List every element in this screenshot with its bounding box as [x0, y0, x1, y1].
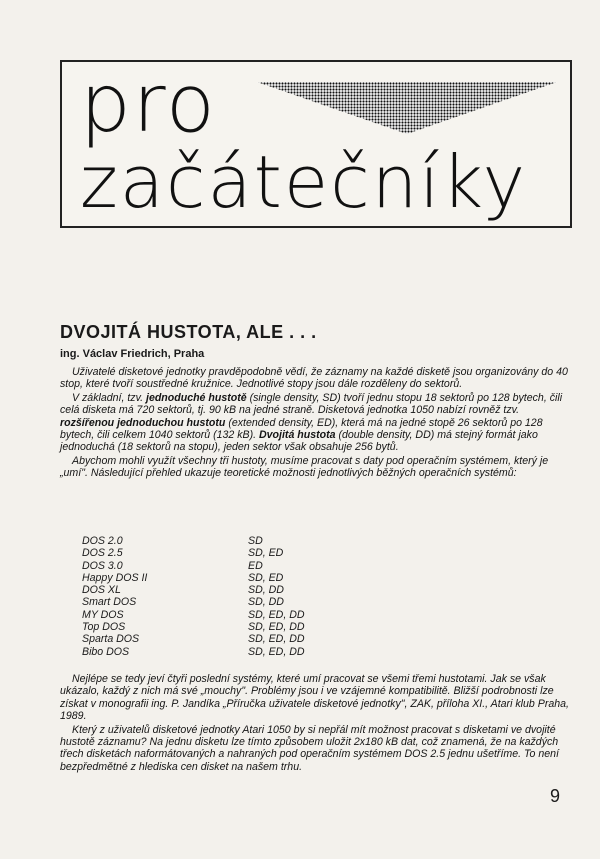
dos-density: SD, ED, DD [248, 608, 305, 621]
article-body-intro [60, 366, 570, 481]
text-run: (double density, DD) má stejný formát jako jednoduchá (18 sektorů na stopu), jeden sektor však obsahuje 256 bytů. [60, 429, 538, 454]
dos-name: DOS 2.5 [82, 547, 123, 560]
dos-density: SD, ED, DD [248, 645, 305, 658]
paragraph-4: Nejlépe se tedy jeví čtyři poslední systémy, které umí pracovat se všemi třemi hustotami. Jak se však ukázalo, každý z nich má své „mouchy". Problémy jsou i ve vzájemné kompatibilitě. Bližší podrobnosti lze získat v monografii ing. P. Jandíka „Příručka uživatele disketové jednotky", ZAK, příloha XI., Atari klub Praha, 1989. [60, 673, 569, 723]
dos-name: DOS XL [82, 584, 121, 597]
list-item [82, 547, 382, 559]
list-item [82, 560, 382, 572]
halftone-chevron-graphic [257, 82, 557, 137]
list-item [82, 535, 382, 547]
dos-name: Smart DOS [82, 596, 137, 609]
term-double-density: Dvojitá hustota [259, 429, 336, 442]
text-run: V základní, tzv. [72, 391, 146, 404]
dos-density: SD, DD [248, 596, 284, 609]
term-single-density: jednoduché hustotě [146, 391, 247, 404]
text-run: (extended density, ED), která má na jedné stopě 26 sektorů po 128 bytech, čili celkem 1040 sektorů (132 kB). [60, 416, 543, 442]
dos-density-list [82, 535, 382, 658]
section-title-line1: pro [80, 57, 217, 150]
dos-name: DOS 3.0 [82, 559, 123, 572]
dos-name: Top DOS [82, 621, 126, 634]
paragraph-5: Který z uživatelů disketové jednotky Atari 1050 by si nepřál mít možnost pracovat s disketami ve dvojité hustotě záznamu? Na jednu disketu lze tímto způsobem uložit 2x180 kB dat, což znamená, že na každých třech disketách naformátovaných a nahraných pod operačním systémem DOS 2.5 jednu ušetříme. To není bezpředmětné z hlediska cen disket na našem trhu. [60, 723, 559, 773]
paragraph-2 [60, 392, 570, 454]
section-title-line2: začátečníky [80, 140, 528, 224]
dos-density: SD, ED [248, 571, 284, 584]
dos-name: MY DOS [82, 608, 124, 621]
dos-name: Bibo DOS [82, 645, 130, 658]
section-header-box [60, 57, 572, 228]
article-body-conclusion [60, 673, 570, 774]
article-title: DVOJITÁ HUSTOTA, ALE . . . [60, 322, 317, 342]
dos-name: Sparta DOS [82, 633, 140, 646]
page-number: 9 [550, 786, 561, 806]
dos-density: SD, ED, DD [248, 621, 305, 634]
article-author: ing. Václav Friedrich, Praha [60, 348, 205, 360]
list-item [82, 633, 382, 645]
list-item [82, 596, 382, 608]
dos-density: ED [248, 559, 263, 572]
text-run: (single density, SD) tvoří jednu stopu 18 sektorů po 128 bytech, čili celá disketa má 720 sektorů, tj. 90 kB na jedné straně. Disketová jednotka 1050 nabízí rovněž tzv. [60, 391, 563, 417]
list-item [82, 584, 382, 596]
dos-density: SD, ED, DD [248, 633, 305, 646]
paragraph-3: Abychom mohli využít všechny tři hustoty, musíme pracovat s daty pod operačním systémem, který je „umí". Následující přehled ukazuje teoretické možnosti jednotlivých běžných operačních systémů: [60, 454, 549, 480]
list-item [82, 609, 382, 621]
dos-name: DOS 2.0 [82, 535, 123, 547]
list-item [82, 646, 382, 658]
paragraph-1: Uživatelé disketové jednotky pravděpodobně vědí, že záznamy na každé disketě jsou organizovány do 40 stop, které tvoří soustředné kružnice. Jednotlivé stopy jsou dále rozděleny do sektorů. [60, 366, 568, 391]
dos-density: SD [248, 535, 263, 547]
dos-density: SD, ED [248, 547, 284, 560]
list-item [82, 621, 382, 633]
list-item [82, 572, 382, 584]
dos-name: Happy DOS II [82, 571, 148, 584]
dos-density: SD, DD [248, 584, 284, 597]
term-extended-density: rozšířenou jednoduchou hustotu [60, 416, 226, 429]
